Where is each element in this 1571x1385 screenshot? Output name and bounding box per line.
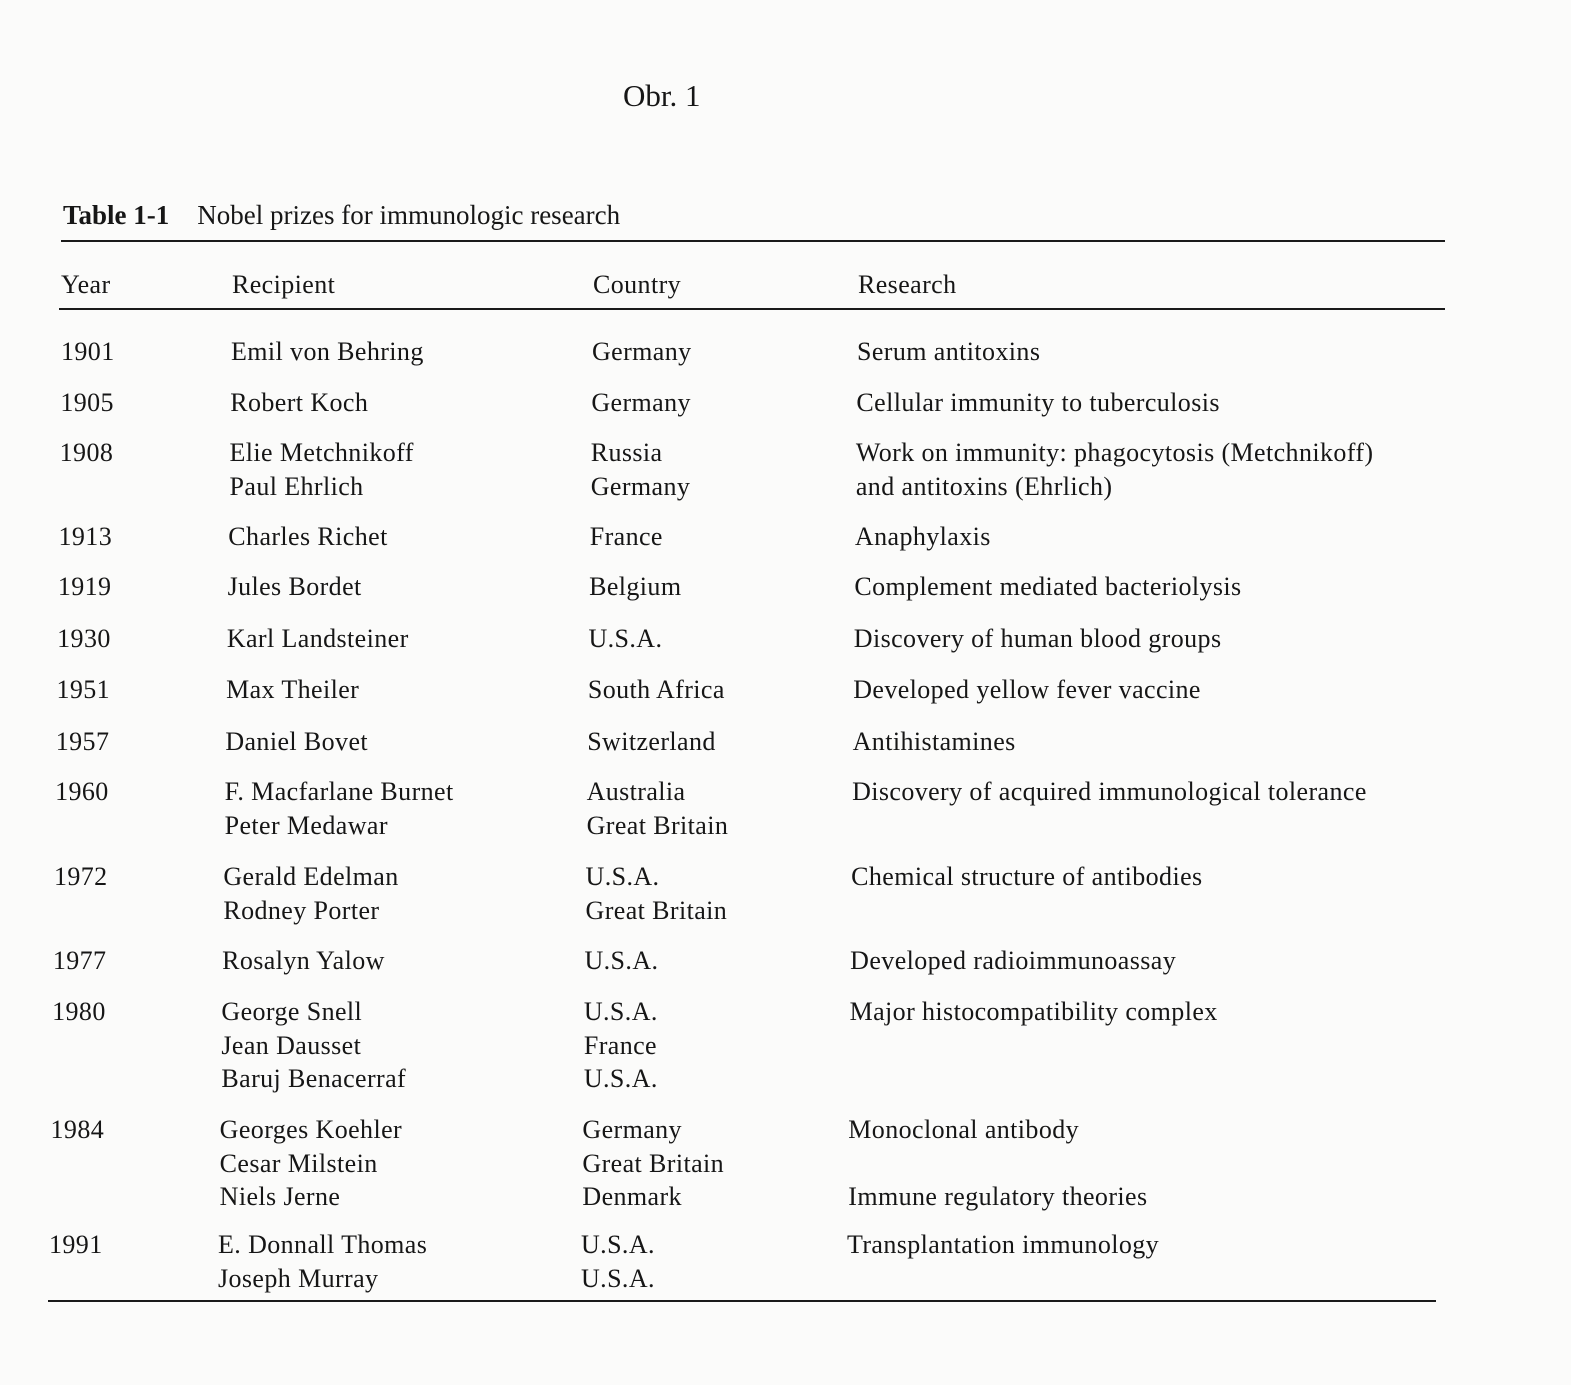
country-cell: Germany bbox=[590, 471, 691, 501]
research-cell: Developed radioimmunoassay bbox=[850, 946, 1177, 975]
recipient-cell: Charles Richet bbox=[228, 522, 388, 551]
research-cell: Developed yellow fever vaccine bbox=[853, 675, 1201, 704]
recipient-cell: Cesar Milstein bbox=[219, 1148, 378, 1178]
recipient-cell: Georges Koehler bbox=[219, 1115, 403, 1144]
research-cell: Complement mediated bacteriolysis bbox=[854, 572, 1242, 601]
recipient-cell: E. Donnall Thomas bbox=[218, 1230, 428, 1259]
country-cell: France bbox=[589, 522, 663, 551]
year-cell: 1901 bbox=[61, 337, 115, 366]
column-header-country: Country bbox=[593, 270, 682, 299]
research-cell: Major histocompatibility complex bbox=[849, 997, 1218, 1026]
recipient-cell: Peter Medawar bbox=[224, 810, 388, 840]
column-header-year: Year bbox=[61, 270, 111, 299]
country-cell: France bbox=[583, 1030, 657, 1060]
table-number: Table 1-1 bbox=[63, 200, 170, 230]
top-rule bbox=[61, 240, 1445, 242]
recipient-cell: George Snell bbox=[221, 997, 363, 1026]
column-header-research: Research bbox=[858, 270, 957, 299]
country-cell: Germany bbox=[592, 337, 692, 366]
country-cell: Great Britain bbox=[585, 895, 728, 925]
country-cell: Australia bbox=[586, 777, 686, 806]
research-cell: Serum antitoxins bbox=[857, 337, 1041, 366]
recipient-cell: Jean Dausset bbox=[221, 1030, 362, 1060]
header-rule bbox=[59, 308, 1445, 310]
year-cell: 1977 bbox=[52, 946, 107, 975]
bottom-rule bbox=[48, 1300, 1436, 1302]
year-cell: 1913 bbox=[58, 522, 113, 551]
recipient-cell: Rodney Porter bbox=[223, 895, 380, 925]
recipient-cell: Baruj Benacerraf bbox=[221, 1064, 407, 1093]
country-cell: Germany bbox=[582, 1115, 682, 1144]
country-cell: Germany bbox=[591, 388, 691, 417]
recipient-cell: Elie Metchnikoff bbox=[229, 438, 414, 467]
recipient-cell: Max Theiler bbox=[226, 675, 360, 704]
year-cell: 1984 bbox=[50, 1115, 105, 1144]
table-title: Nobel prizes for immunologic research bbox=[197, 200, 621, 230]
year-cell: 1980 bbox=[52, 997, 106, 1026]
country-cell: U.S.A. bbox=[584, 946, 659, 975]
year-cell: 1957 bbox=[55, 727, 110, 756]
recipient-cell: Jules Bordet bbox=[227, 572, 362, 601]
country-cell: Switzerland bbox=[587, 727, 716, 756]
recipient-cell: Daniel Bovet bbox=[225, 727, 369, 756]
year-cell: 1972 bbox=[53, 862, 108, 891]
research-cell: Transplantation immunology bbox=[847, 1230, 1160, 1259]
research-cell: Chemical structure of antibodies bbox=[851, 862, 1203, 891]
research-cell: Discovery of human blood groups bbox=[853, 624, 1222, 653]
country-cell: South Africa bbox=[587, 675, 725, 704]
recipient-cell: Robert Koch bbox=[230, 388, 369, 417]
recipient-cell: Gerald Edelman bbox=[223, 862, 399, 891]
research-cell: and antitoxins (Ehrlich) bbox=[855, 471, 1113, 501]
country-cell: Denmark bbox=[582, 1182, 682, 1211]
recipient-cell: Paul Ehrlich bbox=[229, 471, 364, 501]
research-cell: Anaphylaxis bbox=[854, 522, 991, 551]
research-cell: Immune regulatory theories bbox=[848, 1182, 1148, 1211]
year-cell: 1908 bbox=[59, 438, 114, 467]
year-cell: 1960 bbox=[55, 777, 109, 806]
research-cell: Cellular immunity to tuberculosis bbox=[856, 388, 1220, 417]
research-cell: Work on immunity: phagocytosis (Metchnikoff) bbox=[855, 438, 1374, 467]
year-cell: 1930 bbox=[57, 624, 111, 653]
year-cell: 1951 bbox=[56, 675, 111, 704]
recipient-cell: Niels Jerne bbox=[219, 1182, 341, 1211]
research-cell: Monoclonal antibody bbox=[848, 1115, 1080, 1144]
table-caption bbox=[63, 200, 620, 231]
country-cell: U.S.A. bbox=[588, 624, 663, 653]
page-label: Obr. 1 bbox=[623, 78, 701, 113]
country-cell: Great Britain bbox=[586, 810, 729, 840]
country-cell: U.S.A. bbox=[583, 997, 658, 1026]
year-cell: 1991 bbox=[49, 1230, 103, 1259]
country-cell: Russia bbox=[590, 438, 663, 467]
country-cell: U.S.A. bbox=[581, 1263, 655, 1293]
research-cell: Antihistamines bbox=[852, 727, 1016, 756]
country-cell: Great Britain bbox=[582, 1148, 725, 1178]
recipient-cell: Joseph Murray bbox=[218, 1263, 379, 1293]
country-cell: U.S.A. bbox=[585, 862, 660, 891]
recipient-cell: F. Macfarlane Burnet bbox=[224, 777, 454, 806]
research-cell: Discovery of acquired immunological tolerance bbox=[852, 777, 1367, 806]
column-header-recipient: Recipient bbox=[232, 270, 336, 299]
country-cell: U.S.A. bbox=[583, 1064, 658, 1093]
country-cell: U.S.A. bbox=[581, 1230, 655, 1259]
recipient-cell: Rosalyn Yalow bbox=[222, 946, 385, 975]
country-cell: Belgium bbox=[589, 572, 682, 601]
year-cell: 1919 bbox=[57, 572, 112, 601]
recipient-cell: Emil von Behring bbox=[231, 337, 424, 366]
year-cell: 1905 bbox=[60, 388, 114, 417]
recipient-cell: Karl Landsteiner bbox=[226, 624, 409, 653]
